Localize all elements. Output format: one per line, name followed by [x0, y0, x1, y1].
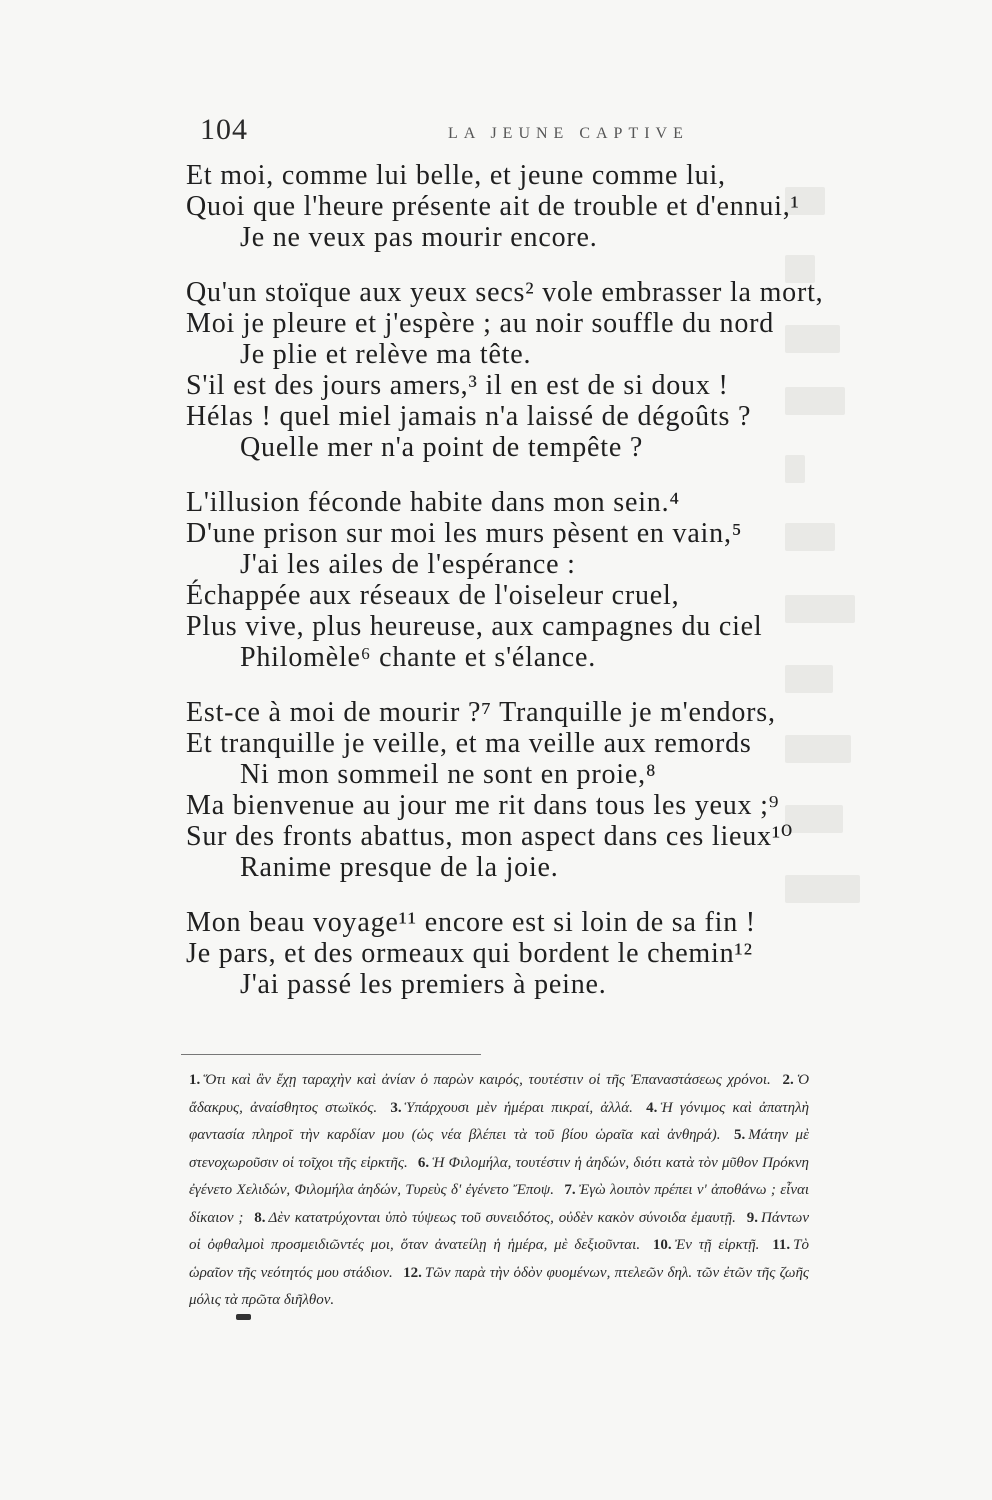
verse-line: Je ne veux pas mourir encore. — [240, 222, 598, 253]
stanza — [186, 487, 826, 673]
verse-line: Ranime presque de la joie. — [240, 852, 559, 883]
footnote-text: Τῶν παρὰ τὴν ὁδὸν φυομένων, πτελεῶν δηλ. τῶν ἐτῶν τῆς ζωῆς μόλις τὰ πρῶτα διῆλθον. — [189, 1264, 810, 1308]
stanza — [186, 907, 826, 1000]
verse-line: Hélas ! quel miel jamais n'a laissé de dégoûts ? — [186, 401, 752, 432]
footnote-text: Μάτην μὲ στενοχωροῦσιν οἱ τοῖχοι τῆς εἱρκτῆς. — [189, 1127, 810, 1171]
verse-line: Philomèle⁶ chante et s'élance. — [240, 642, 597, 673]
footnote-number: 10. — [652, 1237, 672, 1253]
verse-line: Je plie et relève ma tête. — [240, 339, 532, 370]
footnote-text: Ὁ ἄδακρυς, ἀναίσθητος στωϊκός. — [189, 1072, 809, 1116]
footnote-text: Ἐν τῇ εἱρκτῇ. — [674, 1237, 760, 1253]
verse-line: L'illusion féconde habite dans mon sein.⁴ — [186, 487, 680, 518]
footnote — [189, 1072, 771, 1088]
page-number: 104 — [200, 113, 248, 146]
footnote — [248, 1210, 736, 1226]
running-title: LA JEUNE CAPTIVE — [448, 125, 689, 142]
footnote-number: 3. — [390, 1099, 402, 1116]
verse-line: Quoi que l'heure présente ait de trouble et d'ennui,¹ — [186, 191, 800, 222]
footnote-text: Δὲν κατατρύχονται ὑπὸ τύψεως τοῦ συνειδότος, οὐδὲν κακὸν σύνοιδα ἐμαυτῇ. — [268, 1209, 736, 1226]
verse-line: D'une prison sur moi les murs pèsent en vain,⁵ — [186, 518, 743, 549]
footnote-number: 7. — [564, 1182, 576, 1198]
footnote-number: 4. — [646, 1099, 658, 1116]
footnote-text: Ἡ Φιλομήλα, τουτέστιν ἡ ἀηδών, διότι κατὰ τὸν μῦθον Πρόκνη ἐγένετο Χελιδών, Φιλομήλα ἀηδών, Τυρεὺς δ' ἐγένετο Ἔποψ. — [189, 1154, 809, 1198]
verse-line: Quelle mer n'a point de tempête ? — [240, 432, 644, 463]
verse-line: Ma bienvenue au jour me rit dans tous les yeux ;⁹ — [186, 790, 780, 821]
footnote-text: Ἐγὼ λοιπὸν πρέπει ν' ἀποθάνω ; εἶναι δίκαιον ; — [189, 1182, 810, 1226]
verse-line: Est-ce à moi de mourir ?⁷ Tranquille je m'endors, — [186, 697, 776, 728]
footnote-number: 2. — [782, 1072, 794, 1088]
verse-line: Qu'un stoïque aux yeux secs² vole embrasser la mort, — [186, 277, 824, 308]
footnote-text: Πάντων οἱ ὀφθαλμοὶ προσμειδιῶντές μοι, ὅταν ἀνατείλῃ ἡ ἡμέρα, μὲ δεξιοῦνται. — [189, 1209, 810, 1253]
footnotes — [189, 1067, 809, 1315]
footnote — [384, 1100, 632, 1116]
verse-line: Plus vive, plus heureuse, aux campagnes du ciel — [186, 611, 763, 642]
footnote-number: 5. — [733, 1127, 746, 1143]
footnote-text: Ὑπάρχουσι μὲν ἡμέραι πικραί, ἀλλά. — [404, 1099, 633, 1116]
verse-line: Et tranquille je veille, et ma veille aux remords — [186, 728, 752, 759]
footnote-text: Τὸ ὡραῖον τῆς νεότητός μου στάδιον. — [189, 1237, 809, 1281]
print-mark — [236, 1314, 251, 1320]
footnote-number: 1. — [189, 1072, 201, 1088]
footnote-rule — [181, 1054, 481, 1055]
footnote-text: Ὅτι καὶ ἂν ἔχῃ ταραχὴν καὶ ἀνίαν ὁ παρὼν καιρός, τουτέστιν οἱ τῆς Ἐπαναστάσεως χρόνοι. — [203, 1072, 771, 1088]
verse-line: Sur des fronts abattus, mon aspect dans ces lieux¹⁰ — [186, 821, 794, 852]
footnote-number: 6. — [417, 1154, 430, 1171]
footnote-number: 8. — [254, 1209, 266, 1226]
verse-line: Moi je pleure et j'espère ; au noir souffle du nord — [186, 308, 775, 339]
verse-line: Mon beau voyage¹¹ encore est si loin de sa fin ! — [186, 907, 756, 938]
verse-line: J'ai les ailes de l'espérance : — [240, 549, 576, 580]
footnote-text: Ἡ γόνιμος καὶ ἀπατηλὴ φαντασία πληροῖ τὴν καρδίαν μου (ὡς νέα βλέπει τὰ τοῦ βίου ὡραῖα καὶ ἀνθηρά). — [189, 1099, 810, 1143]
stanza — [186, 697, 826, 883]
stanza — [186, 277, 826, 463]
verse-line: Et moi, comme lui belle, et jeune comme lui, — [186, 160, 726, 191]
verse-line: Ni mon sommeil ne sont en proie,⁸ — [240, 759, 657, 790]
verse-line: J'ai passé les premiers à peine. — [240, 969, 607, 1000]
verse-line: Échappée aux réseaux de l'oiseleur cruel, — [186, 580, 680, 611]
footnote-number: 12. — [403, 1264, 422, 1281]
poem-body — [186, 160, 826, 1024]
page-header — [190, 113, 810, 153]
footnote-number: 9. — [746, 1209, 759, 1226]
stanza — [186, 160, 826, 253]
verse-line: S'il est des jours amers,³ il en est de si doux ! — [186, 370, 729, 401]
footnote — [647, 1237, 760, 1253]
footnote-number: 11. — [772, 1237, 791, 1253]
verse-line: Je pars, et des ormeaux qui bordent le chemin¹² — [186, 938, 753, 969]
